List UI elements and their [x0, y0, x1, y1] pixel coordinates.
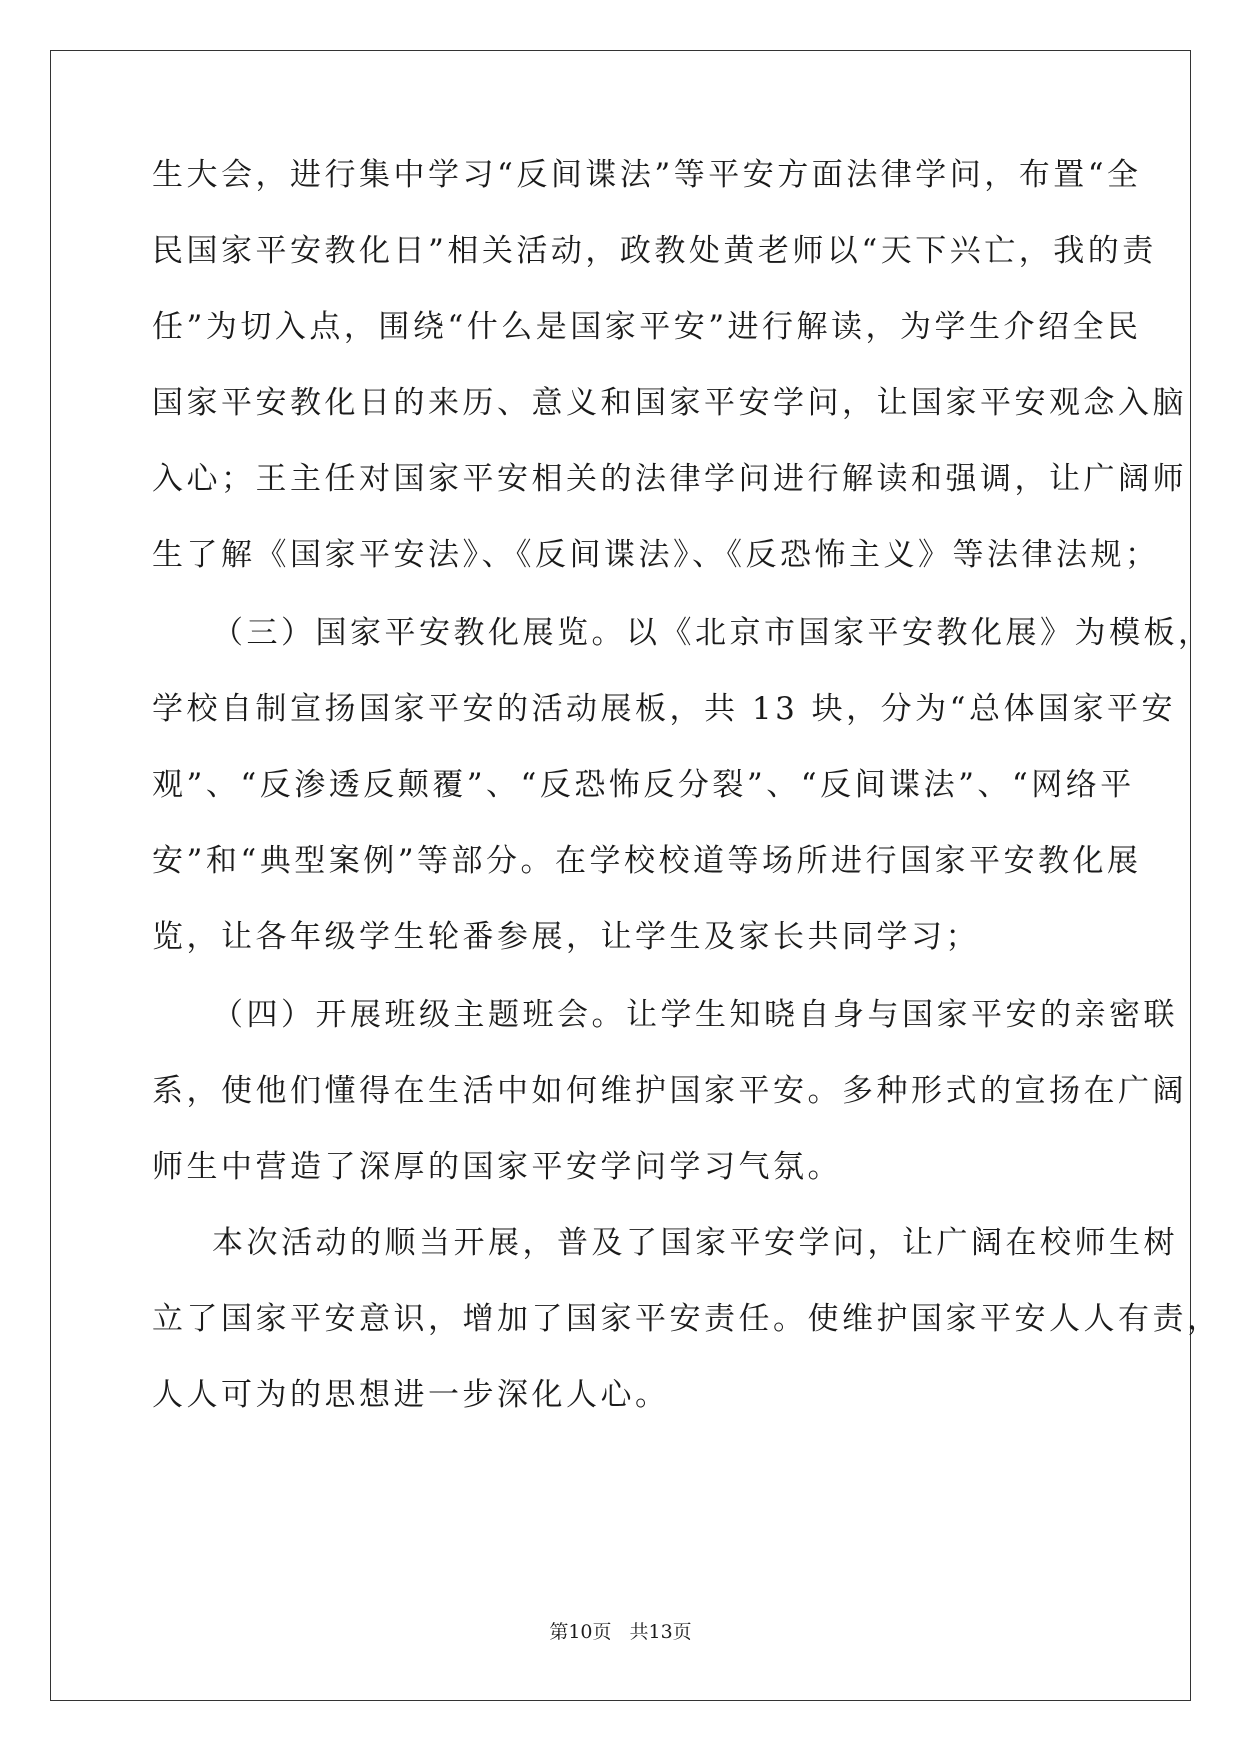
body-line: 国家平安教化日的来历、意义和国家平安学问，让国家平安观念入脑 [152, 385, 1187, 421]
body-line: 人人可为的思想进一步深化人心。 [152, 1377, 670, 1413]
current-page-number: 第10页 [549, 1621, 612, 1643]
body-line: 师生中营造了深厚的国家平安学问学习气氛。 [152, 1149, 842, 1185]
paragraph-start-line: （三）国家平安教化展览。以《北京市国家平安教化展》为模板， [212, 615, 1213, 651]
body-line: 任”为切入点，围绕“什么是国家平安”进行解读，为学生介绍全民 [152, 309, 1142, 345]
page-footer [0, 1620, 1241, 1644]
body-line: 入心；王主任对国家平安相关的法律学问进行解读和强调，让广阔师 [152, 461, 1187, 497]
paragraph-start-line: 本次活动的顺当开展，普及了国家平安学问，让广阔在校师生树 [212, 1225, 1178, 1261]
body-line: 观”、“反渗透反颠覆”、“反恐怖反分裂”、“反间谍法”、“网络平 [152, 767, 1135, 803]
total-pages: 共13页 [629, 1621, 692, 1643]
body-line: 立了国家平安意识，增加了国家平安责任。使维护国家平安人人有责， [152, 1301, 1222, 1337]
body-line: 民国家平安教化日”相关活动，政教处黄老师以“天下兴亡，我的责 [152, 233, 1157, 269]
body-line: 安”和“典型案例”等部分。在学校校道等场所进行国家平安教化展 [152, 843, 1142, 879]
paragraph-start-line: （四）开展班级主题班会。让学生知晓自身与国家平安的亲密联 [212, 997, 1178, 1033]
body-line: 生了解《国家平安法》、《反间谍法》、《反恐怖主义》等法律法规； [152, 537, 1160, 573]
body-line: 学校自制宣扬国家平安的活动展板，共 13 块，分为“总体国家平安 [152, 691, 1176, 727]
body-line: 生大会，进行集中学习“反间谍法”等平安方面法律学问，布置“全 [152, 157, 1142, 193]
body-line: 系，使他们懂得在生活中如何维护国家平安。多种形式的宣扬在广阔 [152, 1073, 1187, 1109]
body-line: 览，让各年级学生轮番参展，让学生及家长共同学习； [152, 919, 980, 955]
